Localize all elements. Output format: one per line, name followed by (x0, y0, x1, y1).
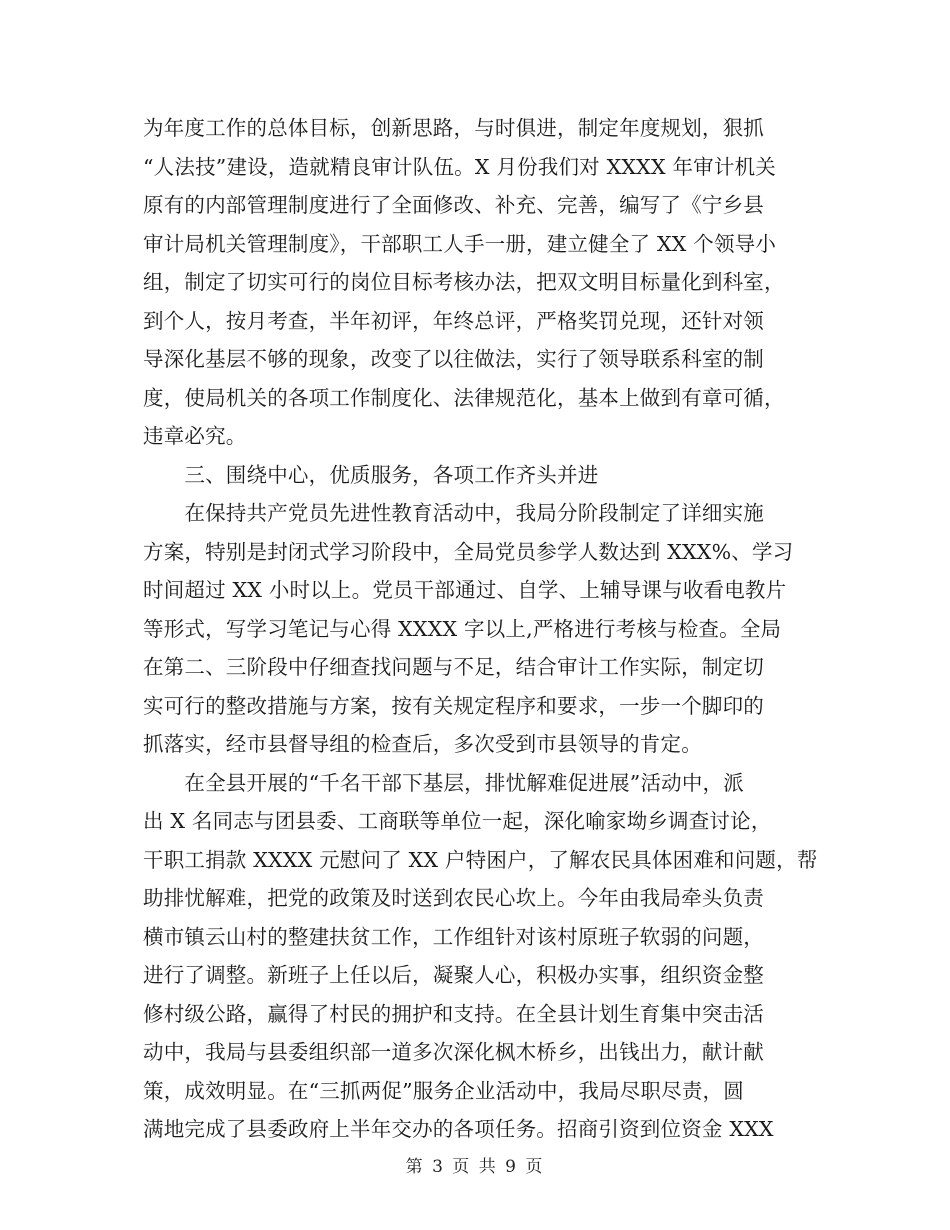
text-line: 出 X 名同志与团县委、工商联等单位一起，深化喻家坳乡调查讨论， (143, 809, 772, 833)
text-line: 到个人，按月考查，半年初评，年终总评，严格奖罚兑现，还针对领 (143, 308, 764, 333)
text-line: 满地完成了县委政府上半年交办的各项任务。招商引资到位资金 XXX (143, 1117, 774, 1141)
text-line: 组，制定了切实可行的岗位目标考核办法，把双文明目标量化到科室， (143, 270, 785, 294)
text-line: 实可行的整改措施与方案，按有关规定程序和要求，一步一个脚印的 (143, 693, 764, 718)
text-line: 导深化基层不够的现象，改变了以往做法，实行了领导联系科室的制 (143, 347, 764, 371)
text-line: 度，使局机关的各项工作制度化、法律规范化，基本上做到有章可循， (143, 385, 785, 410)
text-line: 抓落实，经市县督导组的检查后，多次受到市县领导的肯定。 (143, 732, 702, 756)
text-line: 策，成效明显。在“三抓两促”服务企业活动中，我局尽职尽责，圆 (143, 1078, 744, 1103)
text-line: 修村级公路，赢得了村民的拥护和支持。在全县计划生育集中突击活 (143, 1001, 764, 1026)
text-line: 审计局机关管理制度》，干部职工人手一册，建立健全了 XX 个领导小 (143, 231, 777, 256)
document-body (143, 109, 818, 1149)
text-line: 方案，特别是封闭式学习阶段中，全局党员参学人数达到 XXX%、学习 (143, 539, 794, 564)
text-line: 助排忧解难，把党的政策及时送到农民心坎上。今年由我局牵头负责 (143, 886, 764, 910)
text-line: 进行了调整。新班子上任以后，凝聚人心，积极办实事，组织资金整 (143, 963, 764, 987)
text-line: 原有的内部管理制度进行了全面修改、补充、完善，编写了《宁乡县 (143, 193, 764, 217)
text-line: 在第二、三阶段中仔细查找问题与不足，结合审计工作实际，制定切 (143, 655, 764, 679)
text-line: 干职工捐款 XXXX 元慰问了 XX 户特困户，了解农民具体困难和问题，帮 (143, 847, 818, 872)
text-line: 违章必究。 (143, 424, 247, 448)
section-heading: 三、围绕中心，优质服务，各项工作齐头并进 (143, 462, 599, 487)
text-line: 在全县开展的“千名干部下基层，排忧解难促进展”活动中，派 (143, 770, 744, 795)
text-line: 动中，我局与县委组织部一道多次深化枫木桥乡，出钱出力，献计献 (143, 1040, 764, 1064)
text-line: 横市镇云山村的整建扶贫工作，工作组针对该村原班子软弱的问题， (143, 924, 764, 949)
text-line: “人法技”建设，造就精良审计队伍。X 月份我们对 XXXX 年审计机关 (143, 154, 776, 179)
text-line: 为年度工作的总体目标，创新思路，与时俱进，制定年度规划，狠抓 (143, 116, 764, 140)
page-number-footer: 第 3 页 共 9 页 (405, 1157, 545, 1177)
text-line: 时间超过 XX 小时以上。党员干部通过、自学、上辅导课与收看电教片 (143, 578, 787, 602)
text-line: 等形式，写学习笔记与心得 XXXX 字以上,严格进行考核与检查。全局 (143, 616, 782, 641)
text-line: 在保持共产党员先进性教育活动中，我局分阶段制定了详细实施 (143, 501, 764, 525)
